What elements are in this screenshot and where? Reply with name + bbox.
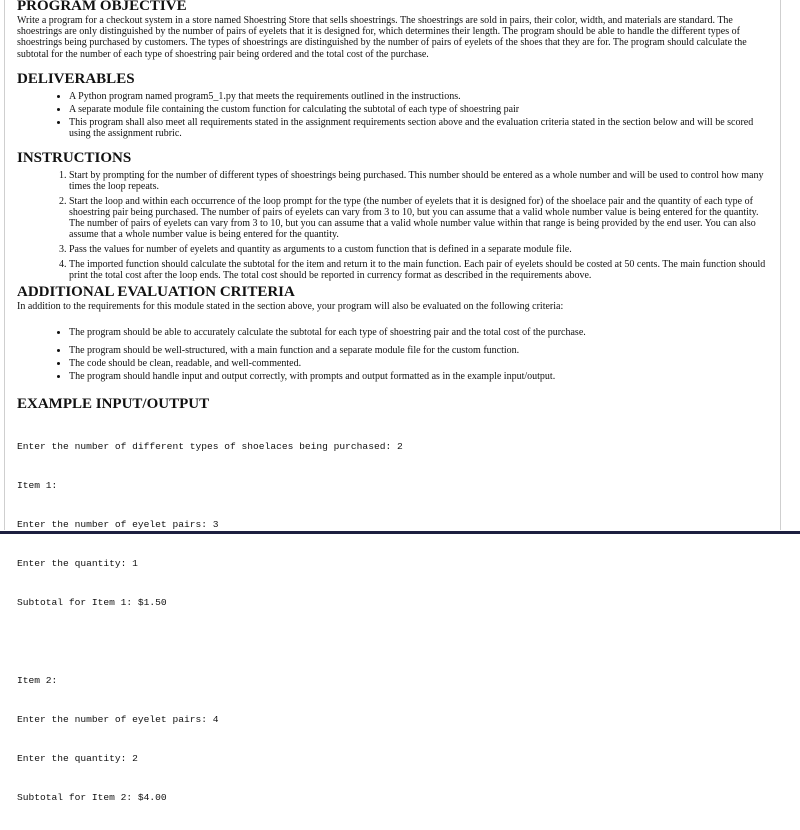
section-heading-criteria: ADDITIONAL EVALUATION CRITERIA: [17, 284, 295, 301]
list-item: 3. Pass the values for number of eyelets and quantity as arguments to a custom function that is defined in a separate module file.: [69, 244, 766, 255]
code-line: Enter the quantity: 1: [17, 558, 138, 570]
code-line: Enter the number of eyelet pairs: 3: [17, 519, 219, 531]
objective-text: Write a program for a checkout system in a store named Shoestring Store that sells shoestrings. The shoestrings are sold in pairs, their color, width, and materials are standard. The shoestrings are only distinguished by the number of pairs of eyelets that it is designed for, which determines their length. The program should be able to handle the different types of shoestrings being purchased by customers. The types of shoestrings are distinguished by the number of pairs of eyelets of the shoes that they are for. The program should calculate the subtotal for the number of each type of shoestring pair being ordered and the total cost of the purchase.: [17, 15, 747, 60]
code-line: Subtotal for Item 2: $4.00: [17, 792, 167, 804]
section-heading-deliverables: DELIVERABLES: [17, 70, 135, 87]
section-heading-instructions: INSTRUCTIONS: [17, 149, 132, 166]
document-page: [4, 0, 781, 804]
code-line: Item 1:: [17, 480, 58, 492]
code-line: Subtotal for Item 1: $1.50: [17, 597, 167, 609]
bottom-edge-bar: [0, 531, 800, 534]
deliverables-list: [17, 91, 766, 140]
list-item: • The code should be clean, readable, and well-commented.: [69, 358, 766, 369]
code-line-blank: [17, 635, 766, 648]
list-item: • A separate module file containing the custom function for calculating the subtotal of each type of shoestring pair: [69, 104, 766, 115]
list-item: • A Python program named program5_1.py that meets the requirements outlined in the instructions.: [69, 91, 766, 102]
criteria-intro: In addition to the requirements for this module stated in the section above, your program will also be evaluated on the following criteria:: [17, 301, 564, 313]
list-item: 2. Start the loop and within each occurrence of the loop prompt for the type (the number of eyelets that it is designed for) of the shoelace pair and the quantity of each type of shoestring pair being purchased. The number of pairs of eyelets can vary from 3 to 10, but you can assume that a valid whole number value is being entered for the quantity. The number of pairs of eyelets can vary from 3 to 10, but you can assume that a valid whole number value within that range is being provided by the end user. You can also assume that a whole number value is being entered for the quantity.: [69, 196, 766, 241]
example-code-block: [17, 414, 766, 830]
list-item: 4. The imported function should calculate the subtotal for the item and return it to the main function. Each pair of eyelets should be costed at 50 cents. The main function should print the total cost after the loop ends. The total cost should be reported in currency format as described in the requirements above.: [69, 259, 766, 281]
list-item: • The program should be able to accurately calculate the subtotal for each type of shoestring pair and the total cost of the purchase.: [69, 327, 766, 338]
list-item: • The program should be well-structured, with a main function and a separate module file for the custom function.: [69, 345, 766, 356]
list-item: • The program should handle input and output correctly, with prompts and output formatted as in the example input/output.: [69, 371, 766, 382]
section-heading-example: EXAMPLE INPUT/OUTPUT: [17, 396, 210, 413]
section-heading-objective: PROGRAM OBJECTIVE: [17, 0, 187, 14]
instructions-list: [17, 170, 766, 281]
list-item: 1. Start by prompting for the number of different types of shoestrings being purchased. This number should be entered as a whole number and will be used to control how many times the loop repeats.: [69, 170, 766, 192]
code-line: Enter the quantity: 2: [17, 753, 138, 765]
code-line: Enter the number of eyelet pairs: 4: [17, 714, 219, 726]
list-item: • This program shall also meet all requirements stated in the assignment requirements section above and the evaluation criteria stated in the section below and will be scored using the assignment rubric.: [69, 117, 766, 139]
code-line: Enter the number of different types of shoelaces being purchased: 2: [17, 441, 403, 453]
code-line: Item 2:: [17, 675, 58, 687]
criteria-list: [17, 327, 766, 383]
